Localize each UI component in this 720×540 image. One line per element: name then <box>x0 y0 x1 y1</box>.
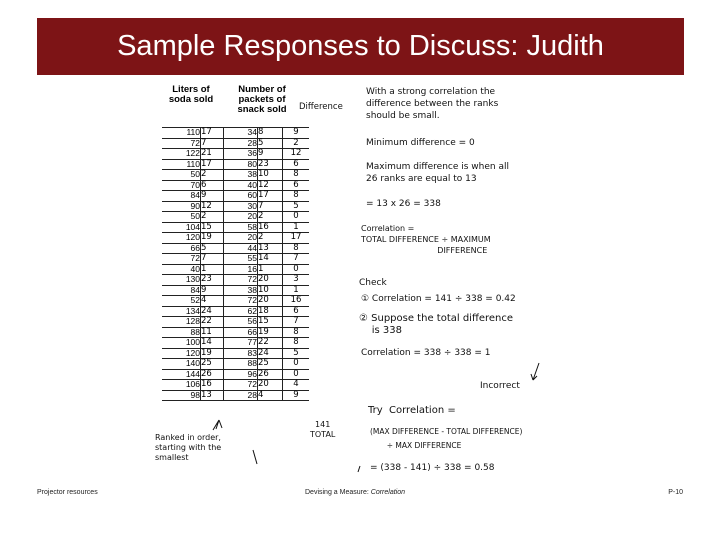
cell-d: 17 <box>283 233 310 244</box>
cell-soda: 120 <box>162 348 201 359</box>
cell-d: 9 <box>283 128 310 139</box>
cell-r1: 2 <box>201 212 224 223</box>
cell-r2: 19 <box>258 327 283 338</box>
cell-r1: 12 <box>201 201 224 212</box>
cell-snack: 83 <box>224 348 258 359</box>
cell-snack: 88 <box>224 359 258 370</box>
cell-soda: 130 <box>162 275 201 286</box>
note-incorrect: Incorrect <box>480 381 520 391</box>
cell-r2: 8 <box>258 128 283 139</box>
arrow-ranked-2 <box>253 450 257 464</box>
cell-d: 7 <box>283 317 310 328</box>
cell-snack: 80 <box>224 159 258 170</box>
cell-d: 5 <box>283 348 310 359</box>
cell-snack: 30 <box>224 201 258 212</box>
cell-r2: 24 <box>258 348 283 359</box>
cell-snack: 16 <box>224 264 258 275</box>
cell-d: 8 <box>283 170 310 181</box>
cell-r2: 2 <box>258 212 283 223</box>
note-strong-correlation: With a strong correlation the difference between the ranks should be small. <box>366 87 499 121</box>
cell-r1: 19 <box>201 233 224 244</box>
cell-r1: 24 <box>201 306 224 317</box>
cell-snack: 72 <box>224 380 258 391</box>
cell-r2: 16 <box>258 222 283 233</box>
cell-soda: 128 <box>162 317 201 328</box>
cell-soda: 90 <box>162 201 201 212</box>
cell-r2: 26 <box>258 369 283 380</box>
cell-r2: 5 <box>258 138 283 149</box>
cell-r2: 22 <box>258 338 283 349</box>
cell-r1: 15 <box>201 222 224 233</box>
cell-r1: 7 <box>201 254 224 265</box>
cell-r1: 25 <box>201 359 224 370</box>
title-bar <box>37 18 684 75</box>
note-check: Check <box>359 278 387 288</box>
note-try-result: = (338 - 141) ÷ 338 = 0.58 <box>370 463 495 473</box>
cell-snack: 56 <box>224 317 258 328</box>
note-ranked-order: Ranked in order, starting with the smallest <box>155 433 222 462</box>
cell-snack: 77 <box>224 338 258 349</box>
cell-r1: 21 <box>201 149 224 160</box>
cell-d: 12 <box>283 149 310 160</box>
cell-soda: 110 <box>162 128 201 139</box>
cell-d: 8 <box>283 243 310 254</box>
cell-r1: 11 <box>201 327 224 338</box>
cell-r2: 12 <box>258 180 283 191</box>
student-work-image <box>155 80 595 480</box>
cell-soda: 52 <box>162 296 201 307</box>
cell-soda: 134 <box>162 306 201 317</box>
cell-d: 6 <box>283 159 310 170</box>
footer-source: Projector resources <box>37 489 98 496</box>
cell-r2: 23 <box>258 159 283 170</box>
cell-snack: 44 <box>224 243 258 254</box>
cell-snack: 36 <box>224 149 258 160</box>
cell-d: 1 <box>283 222 310 233</box>
cell-soda: 110 <box>162 159 201 170</box>
cell-soda: 98 <box>162 390 201 401</box>
cell-d: 2 <box>283 138 310 149</box>
cell-r1: 16 <box>201 380 224 391</box>
cell-d: 0 <box>283 369 310 380</box>
cell-soda: 72 <box>162 138 201 149</box>
note-max-diff: Maximum difference is when all 26 ranks are equal to 13 <box>366 162 509 184</box>
cell-soda: 70 <box>162 180 201 191</box>
cell-d: 8 <box>283 327 310 338</box>
cell-r2: 14 <box>258 254 283 265</box>
cell-snack: 72 <box>224 275 258 286</box>
cell-r1: 23 <box>201 275 224 286</box>
cell-snack: 20 <box>224 233 258 244</box>
footer-page-number: P-10 <box>668 489 683 496</box>
cell-r2: 7 <box>258 201 283 212</box>
note-try-formula: (MAX DIFFERENCE - TOTAL DIFFERENCE) ÷ MAX DIFFERENCE <box>370 427 523 450</box>
col-header-snack: Number of packets of snack sold <box>237 84 287 115</box>
note-max-value: = 13 x 26 = 338 <box>366 199 441 209</box>
cell-soda: 50 <box>162 170 201 181</box>
footer-lesson-italic: Correlation <box>370 489 406 496</box>
cell-snack: 58 <box>224 222 258 233</box>
cell-d: 6 <box>283 306 310 317</box>
footer-lesson-prefix: Devising a Measure: <box>305 489 371 496</box>
cell-r1: 26 <box>201 369 224 380</box>
cell-r1: 14 <box>201 338 224 349</box>
cell-r1: 19 <box>201 348 224 359</box>
note-correlation-formula: Correlation = TOTAL DIFFERENCE ÷ MAXIMUM DIFFERENCE <box>361 224 491 255</box>
arrow-total <box>358 466 360 472</box>
cell-d: 6 <box>283 180 310 191</box>
cell-soda: 84 <box>162 285 201 296</box>
cell-snack: 38 <box>224 285 258 296</box>
cell-snack: 55 <box>224 254 258 265</box>
cell-soda: 144 <box>162 369 201 380</box>
cell-soda: 140 <box>162 359 201 370</box>
note-try: Try Correlation = <box>368 405 456 416</box>
cell-snack: 38 <box>224 170 258 181</box>
cell-d: 4 <box>283 380 310 391</box>
cell-r2: 10 <box>258 170 283 181</box>
cell-d: 8 <box>283 191 310 202</box>
cell-r2: 18 <box>258 306 283 317</box>
cell-r1: 4 <box>201 296 224 307</box>
cell-r2: 25 <box>258 359 283 370</box>
cell-r2: 15 <box>258 317 283 328</box>
cell-r2: 17 <box>258 191 283 202</box>
cell-r2: 4 <box>258 390 283 401</box>
cell-soda: 84 <box>162 191 201 202</box>
cell-r2: 10 <box>258 285 283 296</box>
cell-d: 7 <box>283 254 310 265</box>
cell-r2: 2 <box>258 233 283 244</box>
cell-soda: 100 <box>162 338 201 349</box>
cell-r1: 22 <box>201 317 224 328</box>
cell-d: 9 <box>283 390 310 401</box>
cell-d: 16 <box>283 296 310 307</box>
cell-soda: 120 <box>162 233 201 244</box>
cell-soda: 88 <box>162 327 201 338</box>
cell-snack: 96 <box>224 369 258 380</box>
cell-r1: 17 <box>201 159 224 170</box>
cell-snack: 28 <box>224 138 258 149</box>
cell-d: 8 <box>283 338 310 349</box>
footer-lesson <box>305 489 405 496</box>
cell-r1: 6 <box>201 180 224 191</box>
cell-r1: 9 <box>201 191 224 202</box>
cell-snack: 40 <box>224 180 258 191</box>
note-check-2: ② Suppose the total difference is 338 <box>359 313 514 336</box>
cell-r1: 13 <box>201 390 224 401</box>
cell-d: 0 <box>283 359 310 370</box>
cell-r1: 9 <box>201 285 224 296</box>
cell-r2: 20 <box>258 275 283 286</box>
cell-r2: 9 <box>258 149 283 160</box>
cell-r1: 2 <box>201 170 224 181</box>
cell-soda: 104 <box>162 222 201 233</box>
cell-soda: 40 <box>162 264 201 275</box>
cell-snack: 34 <box>224 128 258 139</box>
cell-snack: 28 <box>224 390 258 401</box>
cell-r1: 5 <box>201 243 224 254</box>
cell-r1: 7 <box>201 138 224 149</box>
note-correlation-one: Correlation = 338 ÷ 338 = 1 <box>361 348 491 358</box>
cell-d: 3 <box>283 275 310 286</box>
col-header-soda: Liters of soda sold <box>168 84 214 105</box>
cell-snack: 62 <box>224 306 258 317</box>
cell-soda: 50 <box>162 212 201 223</box>
cell-d: 5 <box>283 201 310 212</box>
cell-snack: 72 <box>224 296 258 307</box>
slide-title: Sample Responses to Discuss: Judith <box>117 30 604 62</box>
cell-r2: 20 <box>258 380 283 391</box>
cell-soda: 72 <box>162 254 201 265</box>
cell-soda: 106 <box>162 380 201 391</box>
note-check-1: ① Correlation = 141 ÷ 338 = 0.42 <box>361 294 516 304</box>
cell-d: 0 <box>283 212 310 223</box>
cell-snack: 20 <box>224 212 258 223</box>
cell-soda: 122 <box>162 149 201 160</box>
cell-r2: 20 <box>258 296 283 307</box>
note-min-diff: Minimum difference = 0 <box>366 138 475 148</box>
arrow-ranked <box>213 420 222 430</box>
cell-r2: 1 <box>258 264 283 275</box>
cell-r1: 1 <box>201 264 224 275</box>
cell-d: 0 <box>283 264 310 275</box>
cell-d: 1 <box>283 285 310 296</box>
cell-soda: 66 <box>162 243 201 254</box>
col-header-difference: Difference <box>299 102 343 112</box>
cell-snack: 66 <box>224 327 258 338</box>
cell-r1: 17 <box>201 128 224 139</box>
cell-r2: 13 <box>258 243 283 254</box>
note-total-141: 141 TOTAL <box>310 420 336 439</box>
cell-snack: 60 <box>224 191 258 202</box>
